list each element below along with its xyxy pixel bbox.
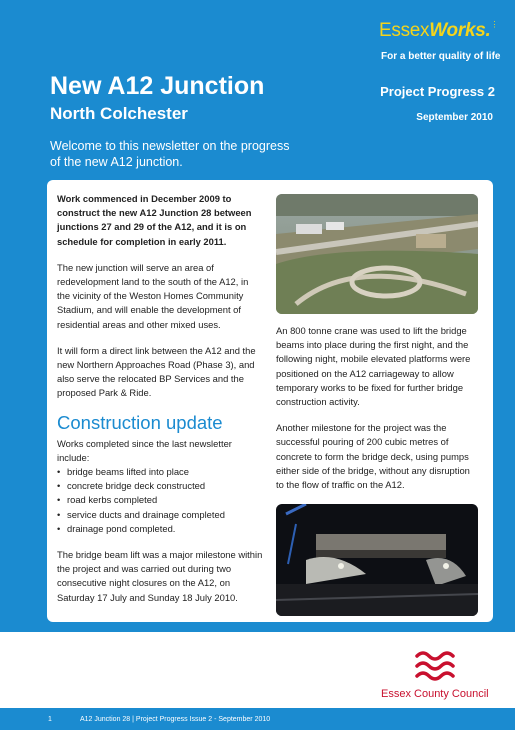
paragraph: An 800 tonne crane was used to lift the bridge beams into place during the first night, and the following night, mobile elevated platforms were positioned on the A12 carriageway to allow temporary works to be fixed for further bridge construction activity. <box>276 325 471 408</box>
intro-text: Welcome to this newsletter on the progress of the new A12 junction. <box>50 139 290 169</box>
left-column <box>57 192 263 617</box>
council-name: Essex County Council <box>381 688 489 700</box>
essex-works-logo <box>379 20 499 68</box>
paragraph: The bridge beam lift was a major milestone within the project and was carried out during two consecutive night closures on the A12, on Saturday 17 July and Sunday 18 July 2010. <box>57 549 263 603</box>
page-title: New A12 Junction <box>50 72 265 100</box>
lead-paragraph: Work commenced in December 2009 to construct the new A12 Junction 28 between junctions 27 and 29 of the A12, and it is on schedule for completion in early 2011. <box>57 193 252 247</box>
aerial-site-photo <box>276 194 478 314</box>
paragraph: The new junction will serve an area of redevelopment land to the south of the A12, in the vicinity of the Weston Homes Community Stadium, and will enable the development of residential areas and other mixed uses. <box>57 261 249 330</box>
tagline: For a better quality of life <box>381 51 501 62</box>
page-number: 1 <box>48 716 52 723</box>
project-progress-label: Project Progress 2 <box>380 84 495 99</box>
paragraph: Another milestone for the project was the successful pouring of 200 cubic metres of concrete to form the bridge deck, using pumps either side of the bridge, without any disruption to the flow of traffic on the A12. <box>276 422 470 491</box>
footer-text: A12 Junction 28 | Project Progress Issue 2 - September 2010 <box>80 716 271 723</box>
right-column <box>276 194 480 616</box>
list-item: • service ducts and drainage completed <box>57 508 263 522</box>
page-subtitle: North Colchester <box>50 104 188 123</box>
list-item: • drainage pond completed. <box>57 522 263 536</box>
section-heading: Construction update <box>57 411 223 433</box>
list-item: • bridge beams lifted into place <box>57 465 263 479</box>
list-item: • concrete bridge deck constructed <box>57 479 263 493</box>
issue-date: September 2010 <box>416 112 493 123</box>
essex-works-wordmark: EssexWorks.⋮ <box>379 20 499 41</box>
list-item: • road kerbs completed <box>57 493 263 507</box>
night-bridge-photo <box>276 504 478 616</box>
works-list <box>57 465 263 536</box>
content-panel <box>47 180 493 622</box>
paragraph: It will form a direct link between the A12 and the new Northern Approaches Road (Phase 3), and also serve the relocated BP Services and the proposed Park & Ride. <box>57 344 256 399</box>
page-footer <box>0 708 515 730</box>
works-intro: Works completed since the last newsletter include: <box>57 437 232 463</box>
